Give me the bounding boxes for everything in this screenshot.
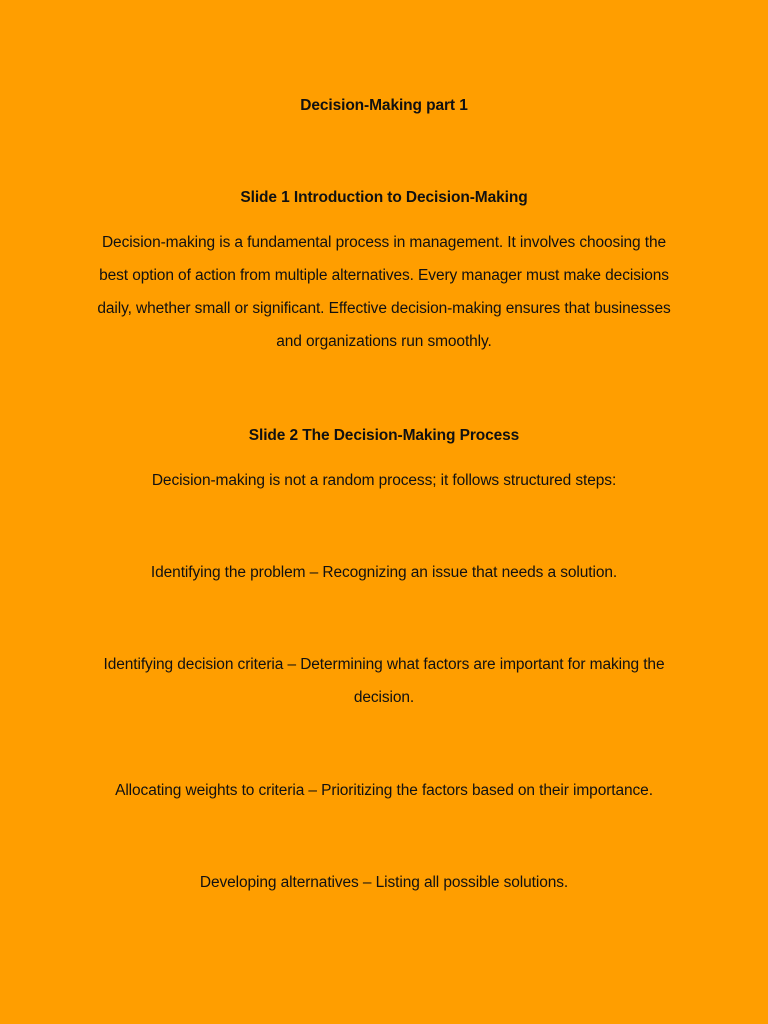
- document-title: Decision-Making part 1: [300, 97, 468, 114]
- step-allocating-weights: Allocating weights to criteria – Prioritizing the factors based on their importance.: [115, 782, 653, 799]
- step-developing-alternatives: Developing alternatives – Listing all possible solutions.: [199, 874, 569, 891]
- step-identifying-problem: Identifying the problem – Recognizing an issue that needs a solution.: [150, 564, 618, 581]
- slide2-intro: Decision-making is not a random process; it follows structured steps:: [151, 472, 617, 489]
- slide2-heading: Slide 2 The Decision-Making Process: [248, 427, 520, 444]
- slide1-body: Decision-making is a fundamental process in management. It involves choosing the best option of action from multiple alternatives. Every manager must make decisions daily, whether small or significant. Effective decision-making ensures that businesses and organizations run smoothly.: [97, 234, 671, 350]
- step-decision-criteria: Identifying decision criteria – Determining what factors are important for making the decision.: [103, 656, 665, 706]
- slide1-heading: Slide 1 Introduction to Decision-Making: [240, 189, 528, 206]
